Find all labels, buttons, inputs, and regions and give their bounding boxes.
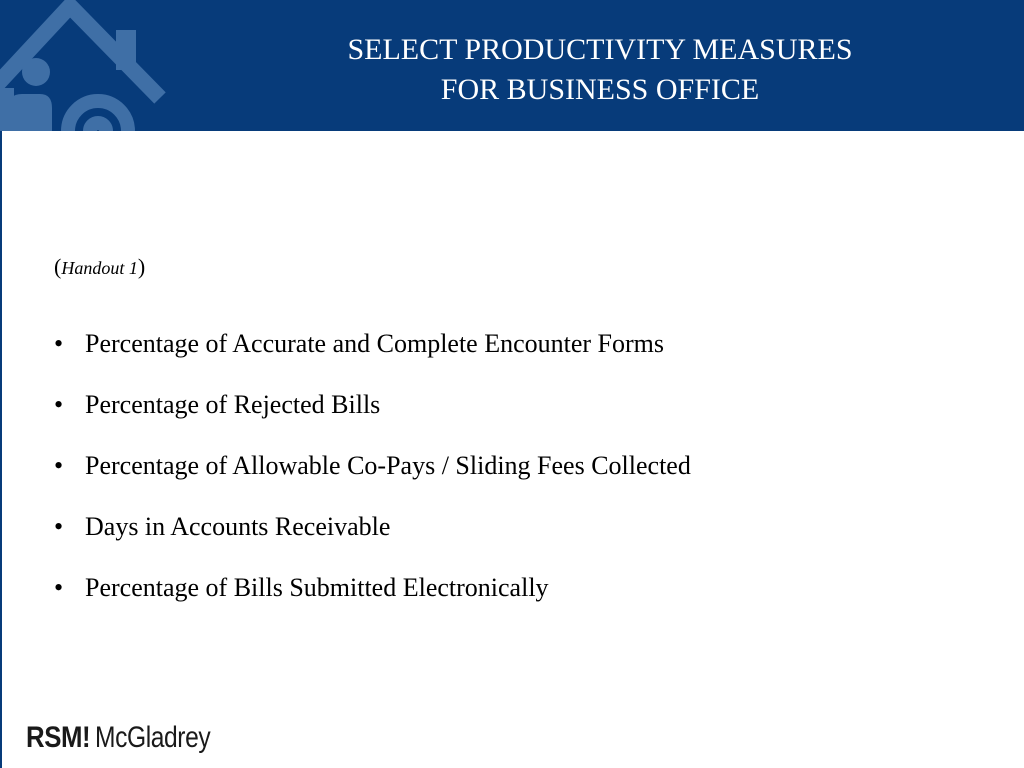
bullet-icon: • (54, 512, 64, 541)
measure-text: Percentage of Accurate and Complete Encounter Forms (85, 329, 665, 358)
bullet-icon: • (54, 390, 64, 419)
handout-label: Handout 1 (61, 258, 138, 278)
list-item (54, 570, 691, 631)
logo-mcgladrey-text: McGladrey (94, 721, 210, 754)
header-band (0, 0, 1024, 131)
productivity-measures-list (54, 326, 691, 631)
measure-text: Percentage of Bills Submitted Electronically (85, 573, 549, 602)
measure-text: Days in Accounts Receivable (85, 512, 391, 541)
bullet-icon: • (54, 329, 64, 358)
handout-close-paren: ) (137, 254, 146, 279)
handout-reference (54, 254, 145, 280)
measure-text: Percentage of Rejected Bills (85, 390, 381, 419)
list-item (54, 448, 691, 509)
list-item (54, 509, 691, 570)
logo-rsm-text: RSM! (26, 721, 91, 754)
bullet-icon: • (54, 573, 64, 602)
handout-open-paren: ( (54, 254, 62, 279)
slide-title-line-2: FOR BUSINESS OFFICE (440, 73, 760, 106)
rsm-mcgladrey-logo (26, 721, 235, 755)
bullet-icon: • (54, 451, 64, 480)
left-border-rule (0, 131, 2, 768)
measure-text: Percentage of Allowable Co-Pays / Sliding Fees Collected (85, 451, 691, 480)
list-item (54, 387, 691, 448)
slide-title (250, 30, 950, 110)
house-logo-icon (0, 0, 190, 131)
list-item (54, 326, 691, 387)
slide-title-line-1: SELECT PRODUCTIVITY MEASURES (347, 33, 853, 66)
